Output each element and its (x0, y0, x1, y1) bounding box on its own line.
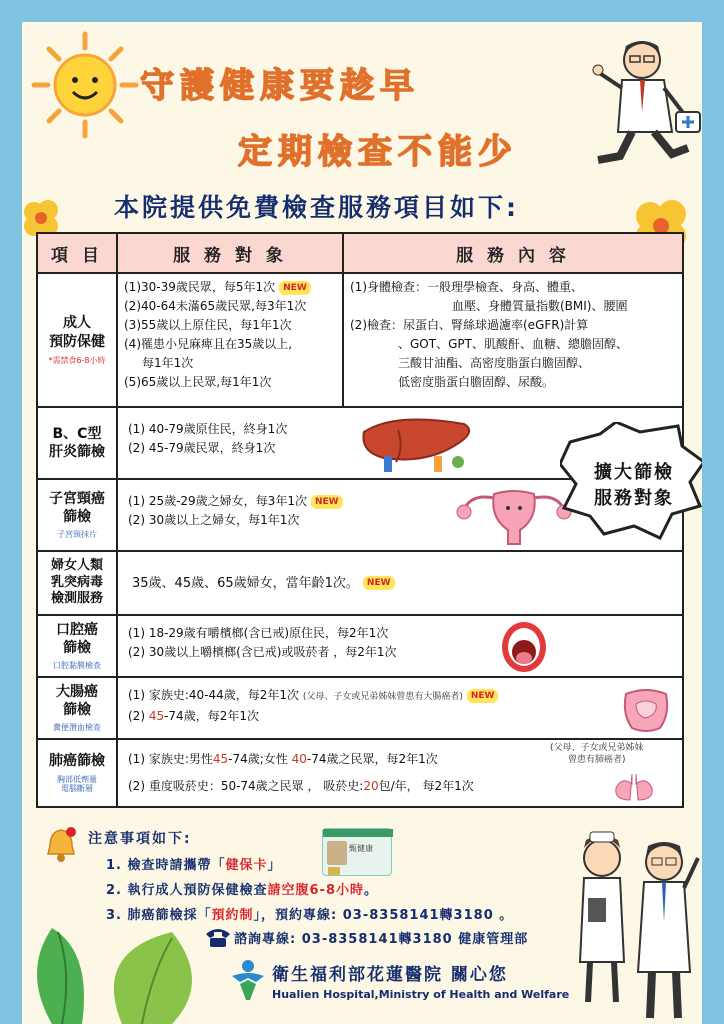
note1-a: 1. 檢查時請攜帶「 (106, 858, 226, 873)
running-doctor-illustration (592, 32, 702, 172)
content-line: 、GOT、GPT、肌酸酐、血糖、總膽固醇、 (398, 337, 628, 351)
target-line: (2) 30歲以上嚼檳榔(含已戒)或吸菸者 ，每2年1次 (128, 645, 397, 659)
content-line: 血壓、身體質量指數(BMI)、腰圍 (452, 299, 628, 313)
lung-t1-c: -74歲;女性 (228, 752, 292, 766)
lung-t1-a: (1) 家族史:男性 (128, 752, 213, 766)
notes-title: 注意事項如下: (88, 831, 192, 847)
bell-icon (44, 826, 78, 864)
lung-t1-e: -74歲之民眾，每2年1次 (306, 752, 438, 766)
phone-icon (204, 926, 232, 948)
title-line2: 定期檢查不能少 (238, 132, 518, 172)
consult-hotline: 諮詢專線: 03-8358141轉3180 健康管理部 (234, 932, 529, 947)
card-name: 甄健康 (349, 844, 373, 853)
target-line: 每1年1次 (142, 356, 194, 370)
leaves-decoration (22, 892, 222, 1024)
intestine-illustration (620, 684, 672, 734)
target-line: (1) 家族史:40-44歲，每2年1次 (128, 688, 299, 702)
badge-text (582, 460, 686, 512)
note2-c: 。 (364, 883, 379, 898)
row-name: B、C型 肝炎篩檢 (49, 425, 105, 460)
header-target: 服 務 對 象 (118, 234, 344, 272)
new-badge: NEW (467, 689, 499, 703)
nurse-and-doctor-illustration (562, 822, 702, 1022)
target-line: (2) 30歲以上之婦女，每1年1次 (128, 513, 300, 527)
page-subtitle: 本院提供免費檢查服務項目如下: (114, 193, 519, 222)
hospital-logo-icon (228, 958, 268, 1002)
content-line: (2)檢查：尿蛋白、腎絲球過濾率(eGFR)計算 (350, 318, 589, 332)
target-line-prefix: (2) (128, 709, 149, 723)
family-history-note: (父母、子女或兄弟姊妹 曾患有肺癌者) (550, 743, 644, 765)
target-line: (1) 40-79歲原住民，終身1次 (128, 422, 288, 436)
note3-a: 3. 肺癌篩檢採「 (106, 908, 212, 923)
target-line-suffix: -74歲，每2年1次 (164, 709, 259, 723)
appointment-highlight: 預約制 (211, 908, 254, 923)
hpv-target: 35歲、45歲、65歲婦女，當年齡1次。 (132, 575, 359, 591)
note2-a: 2. 執行成人預防保健檢查 (106, 883, 268, 898)
fasting-highlight: 請空腹6-8小時 (267, 883, 365, 898)
target-line: (1) 25歲-29歲之婦女，每3年1次 (128, 494, 307, 508)
lungs-illustration (612, 770, 656, 804)
health-card-highlight: 健保卡 (225, 858, 268, 873)
pack-years-highlight: 20 (363, 779, 379, 793)
table-row-colon-cancer (38, 678, 682, 740)
target-line: (2)40-64未滿65歲民眾,每3年1次 (124, 299, 307, 313)
content-line: 三酸甘油酯、高密度脂蛋白膽固醇、 (398, 356, 591, 370)
target-line: (3)55歲以上原住民，每1年1次 (124, 318, 292, 332)
row-name: 成人 預防保健 (49, 315, 105, 350)
new-badge: NEW (279, 281, 311, 295)
oral-note: 口腔黏膜檢查 (53, 661, 101, 671)
fobt-note: 糞便潛血檢查 (53, 723, 101, 733)
hospital-name-en: Hualien Hospital,Ministry of Health and Welfare (272, 988, 570, 1001)
header-content: 服 務 內 容 (456, 245, 570, 266)
table-header-row (38, 234, 682, 274)
age-highlight: 40 (291, 752, 307, 766)
table-row-hpv (38, 552, 682, 616)
family-history-note: (父母、子女或兄弟姊妹曾患有大腸癌者) (302, 692, 463, 702)
fasting-note: *需禁食6-8小時 (48, 355, 106, 365)
liver-illustration (354, 412, 482, 474)
badge-line1: 擴大篩檢 (594, 462, 674, 483)
uterus-illustration (454, 484, 574, 548)
content-line: (1)身體檢查：一般理學檢查、身高、體重、 (350, 280, 583, 294)
note1-c: 」 (267, 858, 282, 873)
note3-c: 」，預約專線: 03-8358141轉3180 。 (253, 908, 514, 923)
new-badge: NEW (363, 576, 395, 590)
title-line1: 守護健康要趁早 (140, 66, 420, 106)
target-line: (4)罹患小兒麻痺且在35歲以上, (124, 337, 293, 351)
lung-t2-a: (2) 重度吸菸史：50-74歲之民眾 ， 吸菸史: (128, 779, 364, 793)
target-line: (5)65歲以上民眾,每1年1次 (124, 375, 272, 389)
table-row-lung-cancer (38, 740, 682, 806)
health-insurance-card (322, 828, 392, 876)
ldct-note: 胸部低劑量 電腦斷層 (57, 774, 97, 794)
content-line: 低密度脂蛋白膽固醇、尿酸。 (398, 375, 555, 389)
row-name: 婦女人類 乳突病毒 檢測服務 (50, 557, 103, 607)
new-badge: NEW (311, 495, 343, 509)
table-row-oral-cancer (38, 616, 682, 678)
poster (22, 22, 702, 1024)
header-item: 項 目 (38, 234, 118, 272)
table-row-adult-checkup (38, 274, 682, 408)
target-line: (2) 45-79歲民眾，終身1次 (128, 441, 276, 455)
lung-t2-c: 包/年， 每2年1次 (378, 779, 474, 793)
badge-line2: 服務對象 (594, 488, 674, 509)
sun-icon (30, 30, 140, 140)
row-name: 子宮頸癌 篩檢 (49, 491, 105, 526)
target-line: (1) 18-29歲有嚼檳榔(含已戒)原住民，每2年1次 (128, 626, 389, 640)
row-name: 肺癌篩檢 (49, 753, 105, 770)
age-highlight: 45 (212, 752, 229, 766)
hospital-name-zh: 衛生福利部花蓮醫院 關心您 (272, 965, 508, 985)
row-name: 口腔癌 篩檢 (56, 622, 98, 657)
pap-smear-note: 子宮頸抹片 (57, 530, 97, 540)
target-line: (1)30-39歲民眾，每5年1次 (124, 280, 276, 294)
mouth-illustration (498, 620, 550, 674)
age-highlight: 45 (148, 709, 165, 723)
row-name: 大腸癌 篩檢 (56, 684, 98, 719)
